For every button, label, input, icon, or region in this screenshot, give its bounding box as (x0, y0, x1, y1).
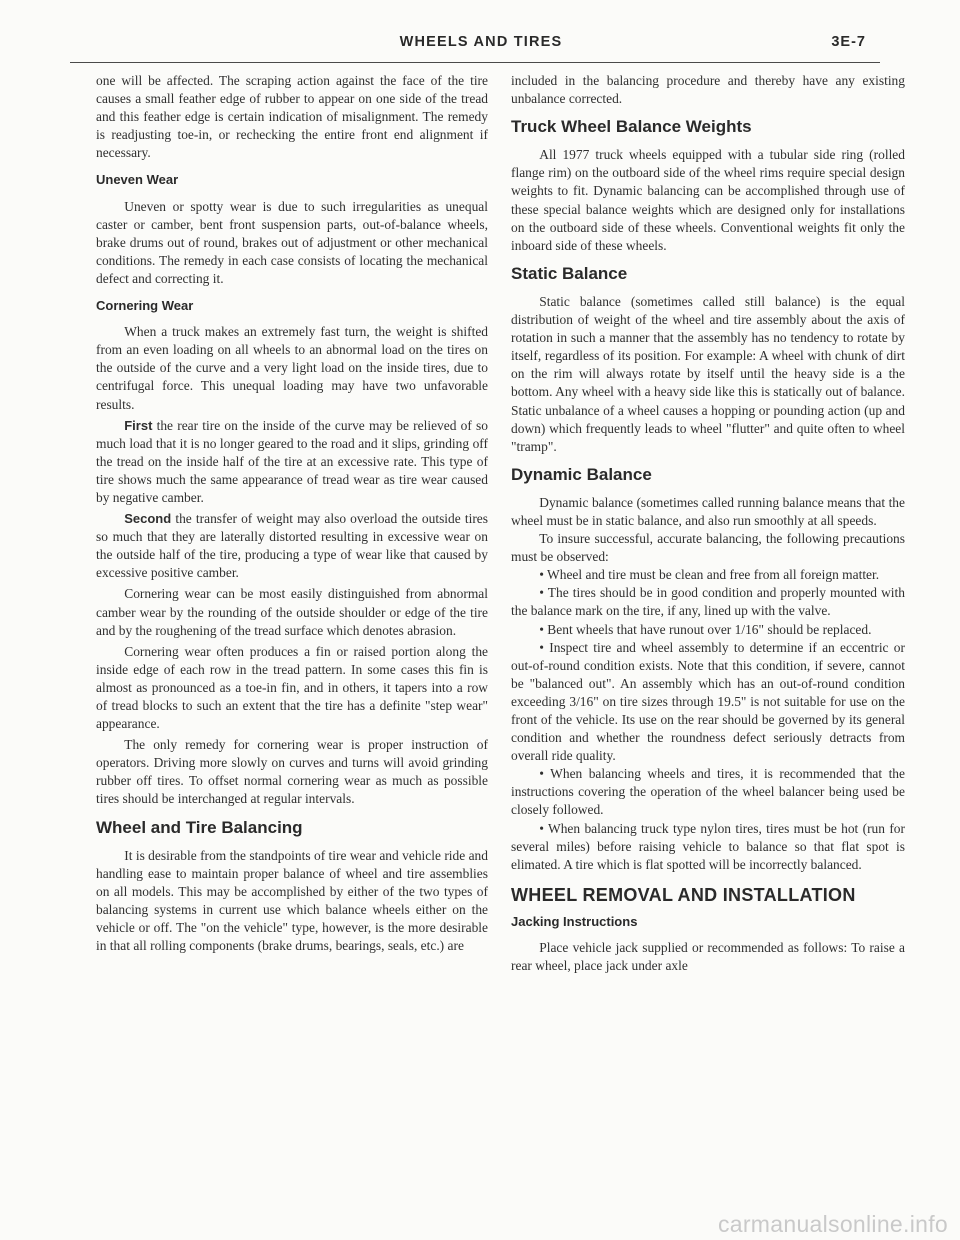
paragraph-cornering-4: The only remedy for cornering wear is proper instruction of operators. Driving more slowly on curves and turns will avoid grinding rubber off tires. To offset normal cornering wear as much as possible tires should be interchanged at regular intervals. (96, 737, 488, 807)
paragraph-first (96, 417, 488, 507)
watermark-link[interactable]: carmanualsonline.info (717, 1211, 948, 1237)
heading-dynamic-balance: Dynamic Balance (511, 464, 652, 484)
paragraph-static-balance: Static balance (sometimes called still balance) is the equal distribution of weight of the wheel and tire assembly about the axis of rotation in such a manner that the assembly has no tendency to rotate by itself, regardless of its position. For example: A wheel with chunk of dirt on the rim will always rotate by itself until the heavy side is a the bottom. Any wheel with a heavy side like this is statically out of balance. Static unbalance of a wheel causes a hopping or pounding action (up and down) which frequently leads to wheel "flutter" and quite often to wheel "tramp". (511, 293, 905, 454)
bullet-item: • Wheel and tire must be clean and free from all foreign matter. (539, 567, 880, 583)
first-lead: First (124, 417, 153, 433)
right-column (511, 72, 905, 975)
paragraph-continued: included in the balancing procedure and thereby have any existing unbalance corrected. (511, 73, 905, 107)
bullet-item: • Inspect tire and wheel assembly to determine if an eccentric or out-of-round condition exists. Note that this condition, if severe, cannot be "balanced out". An assembly which has an out-of-round condition exceeding 3/16" on tire sizes through 19.5" is not suitable for use on the front of the vehicle. Its use on the rear should be governed by its general condition and whether the roundness defect seriously detracts from overall ride quality. (511, 639, 905, 764)
bullet-item: • When balancing truck type nylon tires, tires must be hot (run for several miles) before raising vehicle to balance so that flat spot is elimated. A tire which is flat spotted will be incorrectly balanced. (511, 820, 905, 872)
paragraph-cornering-2: Cornering wear can be most easily distinguished from abnormal camber wear by the rounding of the outside shoulder or edge of the tire and by the roughening of the tread surface which denotes abrasion. (96, 586, 488, 638)
running-header (96, 34, 866, 58)
bullet-item: • Bent wheels that have runout over 1/16" should be replaced. (539, 621, 872, 637)
paragraph-intro: one will be affected. The scraping action against the face of the tire causes a small feather edge of rubber to appear on one side of the tread and this feather edge is certain indication of misalignment. The remedy is readjusting toe-in, or rechecking the entire front end alignment if necessary. (96, 73, 488, 161)
running-title: WHEELS AND TIRES (399, 34, 563, 50)
header-rule (70, 62, 880, 63)
paragraph-balancing: It is desirable from the standpoints of tire wear and vehicle ride and handling ease to maintain proper balance of wheel and tire assemblies on all models. This may be accomplished by either of the two types of balancing systems in current use which balance wheels either on the vehicle or off. The "on the vehicle" type, however, is the more desirable in that all rolling components (brake drums, bearings, seals, etc.) are (96, 847, 488, 954)
heading-wheel-tire-balancing: Wheel and Tire Balancing (96, 817, 303, 837)
paragraph-second (96, 510, 488, 582)
paragraph-truck-weights: All 1977 truck wheels equipped with a tubular side ring (rolled flange rim) on the outboard side of the wheel rims require special design weights to fit. Dynamic balancing can be accomplished through use of these special balance weights which are designed only for installations on the outboard side of these wheels. Conventional weights fit only the inboard side of these wheels. (511, 147, 905, 253)
second-text: the transfer of weight may also overload the outside tires so much that they are laterally distorted resulting in excessive wear on the outside half of the tire, producing a type of wear like that caused by excessive positive camber. (96, 511, 488, 581)
heading-truck-balance-weights: Truck Wheel Balance Weights (511, 117, 752, 137)
paragraph-uneven-wear: Uneven or spotty wear is due to such irregularities as unequal caster or camber, bent front suspension parts, out-of-balance wheels, brake drums out of round, brakes out of adjustment or other mechanical conditions. The remedy in each case consists of locating the mechanical defect and correcting it. (96, 198, 488, 286)
heading-cornering-wear: Cornering Wear (96, 298, 194, 314)
paragraph-cornering-1: When a truck makes an extremely fast turn, the weight is shifted from an even loading on all wheels to an abnormal load on the tires on the outside of the curve and a very light load on the inside tires, due to centrifugal force. This unequal loading may have two unfavorable results. (96, 324, 488, 412)
page-number: 3E-7 (831, 34, 866, 50)
paragraph-cornering-3: Cornering wear often produces a fin or raised portion along the inside edge of each row in the tread pattern. In some cases this fin is almost as pronounced as a toe-in fin, and in others, it tapers into a row of tread blocks to such an extent that the tire has a definite "step wear" appearance. (96, 643, 488, 732)
second-lead: Second (124, 511, 172, 527)
heading-wheel-removal: WHEEL REMOVAL AND INSTALLATION (511, 884, 856, 905)
left-column (96, 72, 488, 955)
paragraph-jacking: Place vehicle jack supplied or recommended as follows: To raise a rear wheel, place jack under axle (511, 940, 905, 974)
bullet-item: • The tires should be in good condition and properly mounted with the balance mark on the tire, if any, lined up with the valve. (511, 585, 905, 619)
heading-uneven-wear: Uneven Wear (96, 172, 179, 188)
paragraph-dynamic-1: Dynamic balance (sometimes called running balance means that the wheel must be in static balance, and also run smoothly at all speeds. (511, 494, 905, 528)
heading-jacking-instructions: Jacking Instructions (511, 913, 638, 929)
heading-static-balance: Static Balance (511, 263, 628, 283)
bullet-item: • When balancing wheels and tires, it is recommended that the instructions covering the operation of the wheel balancer being used be closely followed. (511, 766, 905, 818)
first-text: the rear tire on the inside of the curve may be relieved of so much load that it is no longer geared to the road and it slips, grinding off the tread on the inside half of the tire at an excessive rate. This type of tire shows much the same appearance of tread wear as tire wear caused by negative camber. (96, 417, 488, 505)
paragraph-dynamic-2: To insure successful, accurate balancing, the following precautions must be observed: (511, 531, 905, 565)
